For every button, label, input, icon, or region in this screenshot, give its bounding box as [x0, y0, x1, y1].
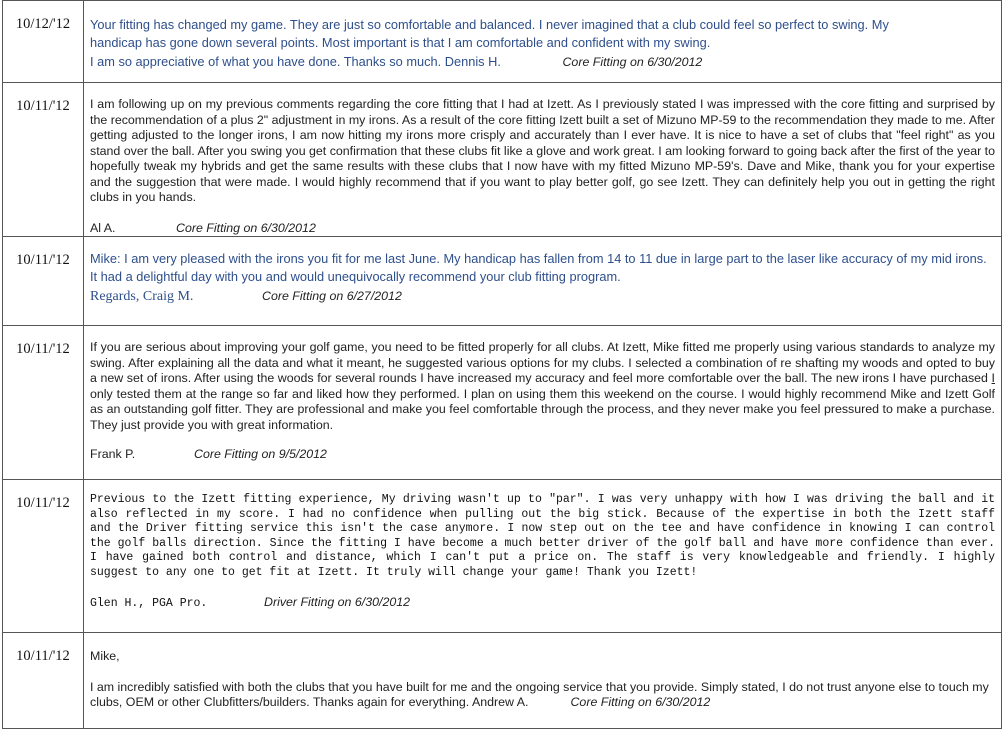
testimonial-text-part: only tested them at the range so far and liked how they performed. I plan on using them this weekend on the course. I would highly recommend Mike and Izett Golf as an outstanding golf fitter. They are professional and make you feel comfortable through the process, and they never make you feel pressured to make a purchase. They just provide you with great information. [90, 386, 995, 432]
fitting-info: Core Fitting on 6/27/2012 [262, 288, 402, 303]
testimonial-text [90, 1, 995, 71]
testimonials-table [2, 0, 1002, 729]
testimonial-date: 10/12/'12 [15, 16, 71, 32]
underlined-word: I [991, 371, 995, 385]
testimonial-signature-line [90, 287, 995, 305]
date-cell [3, 83, 84, 237]
testimonial-text [90, 680, 995, 711]
testimonial-cell [84, 633, 1002, 729]
testimonial-row [3, 633, 1002, 729]
date-cell [3, 326, 84, 480]
date-cell [3, 480, 84, 633]
testimonial-text: Mike: I am very pleased with the irons you fit for me last June. My handicap has fallen from 14 to 11 due in large part to the laser like accuracy of my mid irons. It had a delightful day with you and would unequivocally recommend your club fitting program. [90, 251, 987, 285]
testimonial-cell [84, 83, 1002, 237]
testimonial-cell [84, 326, 1002, 480]
testimonial-row [3, 480, 1002, 633]
testimonial-date: 10/11/'12 [16, 495, 70, 511]
testimonial-date: 10/11/'12 [16, 341, 70, 357]
date-cell [3, 633, 84, 729]
testimonial-cell [84, 1, 1002, 83]
testimonial-signature-line [90, 593, 995, 612]
fitting-info: Core Fitting on 6/30/2012 [176, 220, 316, 235]
fitting-info: Core Fitting on 9/5/2012 [194, 447, 327, 461]
testimonial-cell [84, 480, 1002, 633]
testimonial-signature: Frank P. [90, 447, 136, 461]
testimonial-date: 10/11/'12 [16, 98, 70, 114]
testimonial-last-line: I am so appreciative of what you have done. Thanks so much. Dennis H. [90, 53, 501, 69]
testimonial-line: handicap has gone down several points. Most important is that I am comfortable and confident with my swing. [90, 35, 711, 51]
testimonial-text: I am following up on my previous comments regarding the core fitting that I had at Izett. As I previously stated I was impressed with the core fitting and surprised by the recommendation of a plus 2" adjustment in my irons. As a result of the core fitting Izett built a set of Mizuno MP-59 to the recommendation they made to me. After getting adjusted to the longer irons, I am now hitting my irons more crisply and accurately than I ever have. It is nice to have a set of clubs that "feel right" as you stand over the ball. After you swing you get confirmation that these clubs fit like a glove and work great. I am looking forward to going back after the first of the year to hopefully tweak my hybrids and get the same results with these clubs that I now have with my fitted Mizuno MP-59's. Dave and Mike, thank you for your expertise and the suggestion that were made. I would highly recommend that if you want to play better golf, go see Izett. They can definitely help you out in getting the right clubs in you hands. [90, 97, 996, 204]
date-cell [3, 1, 84, 83]
fitting-info: Core Fitting on 6/30/2012 [570, 695, 711, 709]
testimonial-date: 10/11/'12 [16, 252, 70, 268]
testimonial-text: Previous to the Izett fitting experience, My driving wasn't up to "par". I was very unhappy with how I was driving the ball and it also reflected in my score. I had no confidence when pulling out the big stick. Because of the expertise in both the Izett staff and the Driver fitting service this isn't the case anymore. I now step out on the tee and have confidence in knowing I can control the golf balls direction. Since the fitting I have become a much better driver of the golf ball and have more confidence than ever. I have gained both control and distance, which I can't put a price on. The staff is very knowledgeable and friendly. I highly suggest to any one to get fit at Izett. It truly will change your game! Thank you Izett! [90, 493, 995, 579]
testimonial-signature: Regards, Craig M. [90, 288, 194, 304]
testimonial-line: Your fitting has changed my game. They are just so comfortable and balanced. I never imagined that a club could feel so perfect to swing. My [90, 17, 889, 32]
testimonial-cell [84, 237, 1002, 326]
testimonial-signature-line [90, 221, 995, 237]
testimonial-signature-line [90, 447, 995, 463]
testimonial-row [3, 1, 1002, 83]
testimonial-row [3, 326, 1002, 480]
testimonial-text-part: I am incredibly satisfied with both the clubs that you have built for me and the ongoing service that you provide. Simply stated, I do not trust anyone else to touch my clubs, OEM or other Clubfitters/builders. Thanks again for everything. Andrew A. [90, 679, 989, 709]
testimonial-row [3, 237, 1002, 326]
date-cell [3, 237, 84, 326]
testimonial-signature: Glen H., PGA Pro. [90, 596, 208, 610]
testimonial-text [90, 326, 995, 433]
testimonial-line [90, 53, 995, 71]
testimonial-row [3, 83, 1002, 237]
testimonial-text-part: If you are serious about improving your golf game, you need to be fitted properly for all clubs. At Izett, Mike fitted me properly using various standards to analyze my swing. After explaining all the data and what it meant, he suggested various options for my clubs. I selected a combination of re shafting my woods and opted to buy a new set of irons. After using the woods for several rounds I have increased my accuracy and feel more comfortable over the ball. The new irons I have purchased [90, 340, 995, 385]
testimonial-greeting: Mike, [90, 649, 120, 663]
fitting-info: Driver Fitting on 6/30/2012 [264, 594, 411, 609]
testimonial-date: 10/11/'12 [16, 648, 70, 664]
fitting-info: Core Fitting on 6/30/2012 [562, 54, 703, 69]
testimonial-signature: Al A. [90, 220, 116, 235]
